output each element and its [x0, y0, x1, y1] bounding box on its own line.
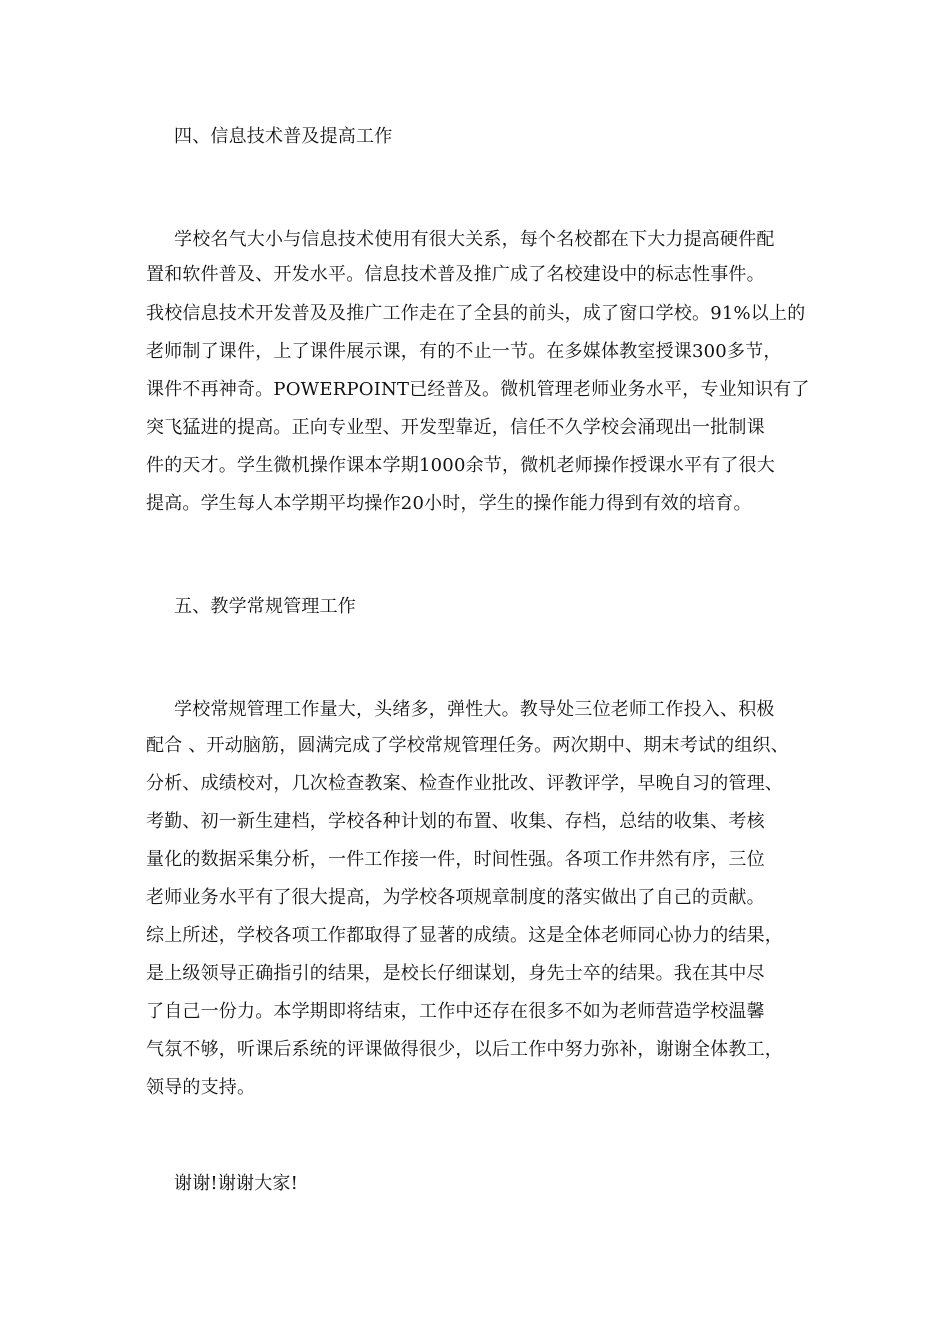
paragraph-line: 学校名气大小与信息技术使用有很大关系，每个名校都在下大力提高硬件配 — [174, 229, 775, 250]
paragraph-line: 综上所述，学校各项工作都取得了显著的成绩。这是全体老师同心协力的结果， — [146, 925, 783, 946]
paragraph-line: 是上级领导正确指引的结果，是校长仔细谋划，身先士卒的结果。我在其中尽 — [146, 963, 765, 984]
section-5-heading: 五、教学常规管理工作 — [174, 596, 356, 617]
paragraph-line: 考勤、初一新生建档，学校各种计划的布置、收集、存档，总结的收集、考核 — [146, 811, 765, 832]
closing-text: 谢谢!谢谢大家! — [174, 1173, 299, 1194]
paragraph-line: 配合 、开动脑筋，圆满完成了学校常规管理任务。两次期中、期末考试的组织、 — [146, 735, 789, 756]
paragraph-line: 我校信息技术开发普及及推广工作走在了全县的前头，成了窗口学校。91%以上的 — [146, 303, 806, 324]
paragraph-line: 件的天才。学生微机操作课本学期1000余节，微机老师操作授课水平有了很大 — [146, 455, 776, 476]
section-4-heading: 四、信息技术普及提高工作 — [174, 126, 393, 147]
paragraph-line: 分析、成绩校对，几次检查教案、检查作业批改、评教评学，早晚自习的管理、 — [146, 773, 783, 794]
paragraph-line: 老师业务水平有了很大提高，为学校各项规章制度的落实做出了自己的贡献。 — [146, 887, 765, 908]
paragraph-line: 置和软件普及、开发水平。信息技术普及推广成了名校建设中的标志性事件。 — [146, 264, 765, 285]
paragraph-line: 领导的支持。 — [146, 1077, 256, 1098]
paragraph-line: 了自己一份力。本学期即将结束，工作中还存在很多不如为老师营造学校温馨 — [146, 1001, 765, 1022]
paragraph-line: 气氛不够，听课后系统的评课做得很少，以后工作中努力弥补，谢谢全体教工， — [146, 1039, 783, 1060]
paragraph-line: 课件不再神奇。POWERPOINT已经普及。微机管理老师业务水平，专业知识有了 — [146, 379, 810, 400]
paragraph-line: 学校常规管理工作量大，头绪多，弹性大。教导处三位老师工作投入、积极 — [174, 699, 775, 720]
paragraph-line: 提高。学生每人本学期平均操作20小时，学生的操作能力得到有效的培育。 — [146, 493, 752, 514]
paragraph-line: 老师制了课件，上了课件展示课，有的不止一节。在多媒体教室授课300多节， — [146, 341, 782, 362]
paragraph-line: 突飞猛进的提高。正向专业型、开发型靠近，信任不久学校会涌现出一批制课 — [146, 417, 765, 438]
paragraph-line: 量化的数据采集分析，一件工作接一件，时间性强。各项工作井然有序，三位 — [146, 849, 765, 870]
